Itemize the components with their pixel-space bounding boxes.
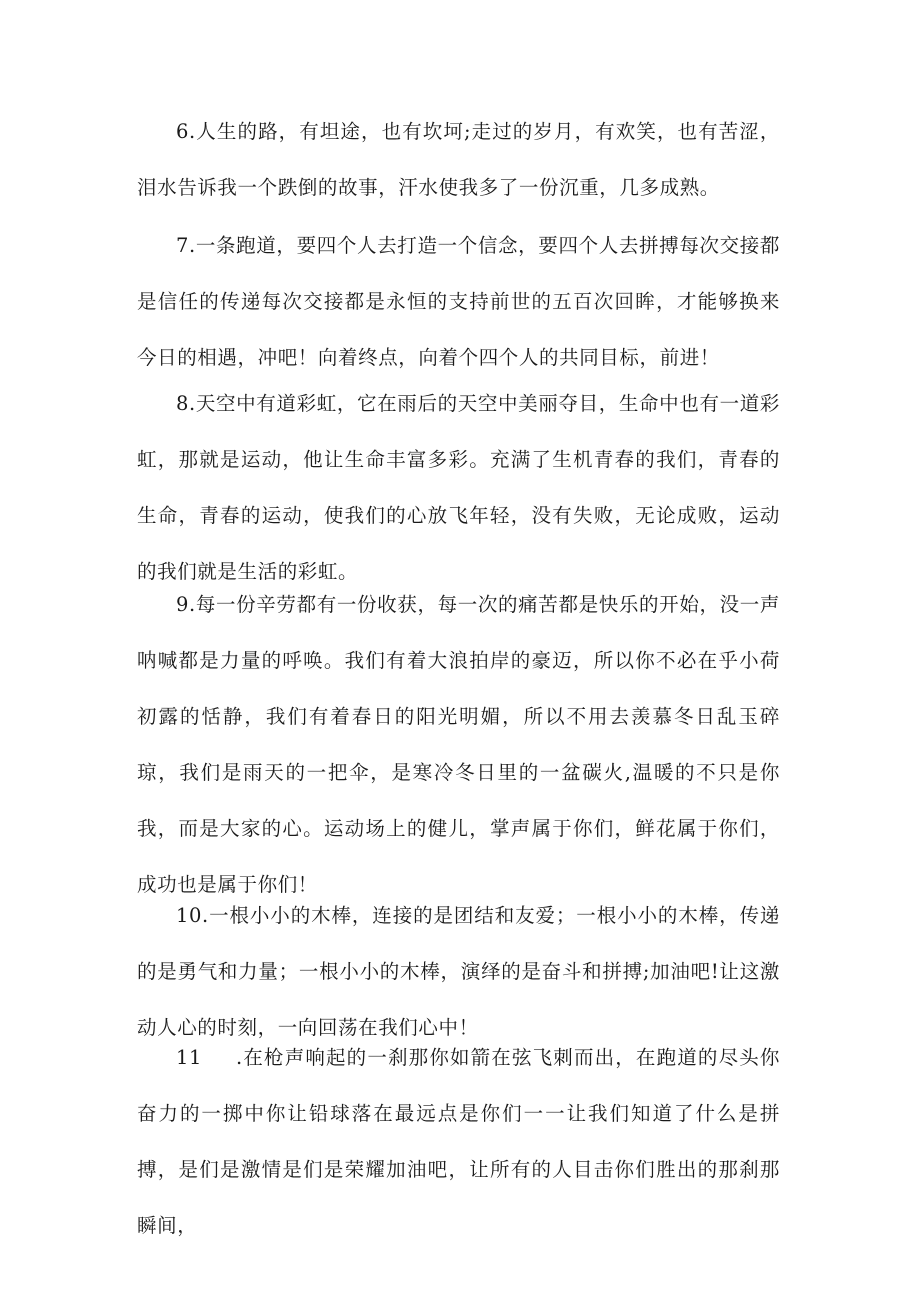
paragraph-number: 7 bbox=[176, 234, 190, 257]
paragraph-text: .一条跑道，要四个人去打造一个信念，要四个人去拼搏每次交接都是信任的传递每次交接都是永恒的支持前世的五百次回眸，才能够换来今日的相遇，冲吧！向着终点，向着个四个人的共同目标，前进！ bbox=[137, 234, 780, 369]
paragraph-8 bbox=[137, 376, 780, 600]
paragraph-7 bbox=[137, 218, 780, 386]
paragraph-text: .天空中有道彩虹，它在雨后的天空中美丽夺目，生命中也有一道彩虹，那就是运动，他让生命丰富多彩。充满了生机青春的我们，青春的生命，青春的运动，使我们的心放飞年轻，没有失败，无论成败，运动的我们就是生活的彩虹。 bbox=[137, 392, 780, 583]
paragraph-number: 6 bbox=[176, 120, 190, 143]
paragraph-11 bbox=[137, 1030, 780, 1254]
paragraph-text: .一根小小的木棒，连接的是团结和友爱；一根小小的木棒，传递的是勇气和力量；一根小小的木棒，演绎的是奋斗和拼搏;加油吧!让这激动人心的时刻，一向回荡在我们心中！ bbox=[137, 904, 780, 1039]
paragraph-text: .每一份辛劳都有一份收获，每一次的痛苦都是快乐的开始，没一声呐喊都是力量的呼唤。我们有着大浪拍岸的豪迈，所以你不必在乎小荷初露的恬静，我们有着春日的阳光明媚，所以不用去羡慕冬日乱玉碎琼，我们是雨天的一把伞，是寒冷冬日里的一盆碳火,温暖的不只是你我，而是大家的心。运动场上的健儿，掌声属于你们，鲜花属于你们，成功也是属于你们！ bbox=[137, 593, 780, 896]
paragraph-number: 11 bbox=[176, 1046, 203, 1069]
paragraph-number: 9 bbox=[176, 593, 190, 616]
paragraph-text: .人生的路，有坦途，也有坎坷;走过的岁月，有欢笑，也有苦涩，泪水告诉我一个跌倒的故事，汗水使我多了一份沉重，几多成熟。 bbox=[137, 120, 780, 199]
paragraph-number: 10 bbox=[176, 904, 203, 927]
paragraph-number: 8 bbox=[176, 392, 190, 415]
paragraph-6 bbox=[137, 104, 780, 216]
paragraph-text: .在枪声响起的一刹那你如箭在弦飞刺而出，在跑道的尽头你奋力的一掷中你让铅球落在最远点是你们一一让我们知道了什么是拼搏，是们是激情是们是荣耀加油吧，让所有的人目击你们胜出的那刹那瞬间， bbox=[137, 1046, 780, 1237]
paragraph-9 bbox=[137, 577, 780, 913]
